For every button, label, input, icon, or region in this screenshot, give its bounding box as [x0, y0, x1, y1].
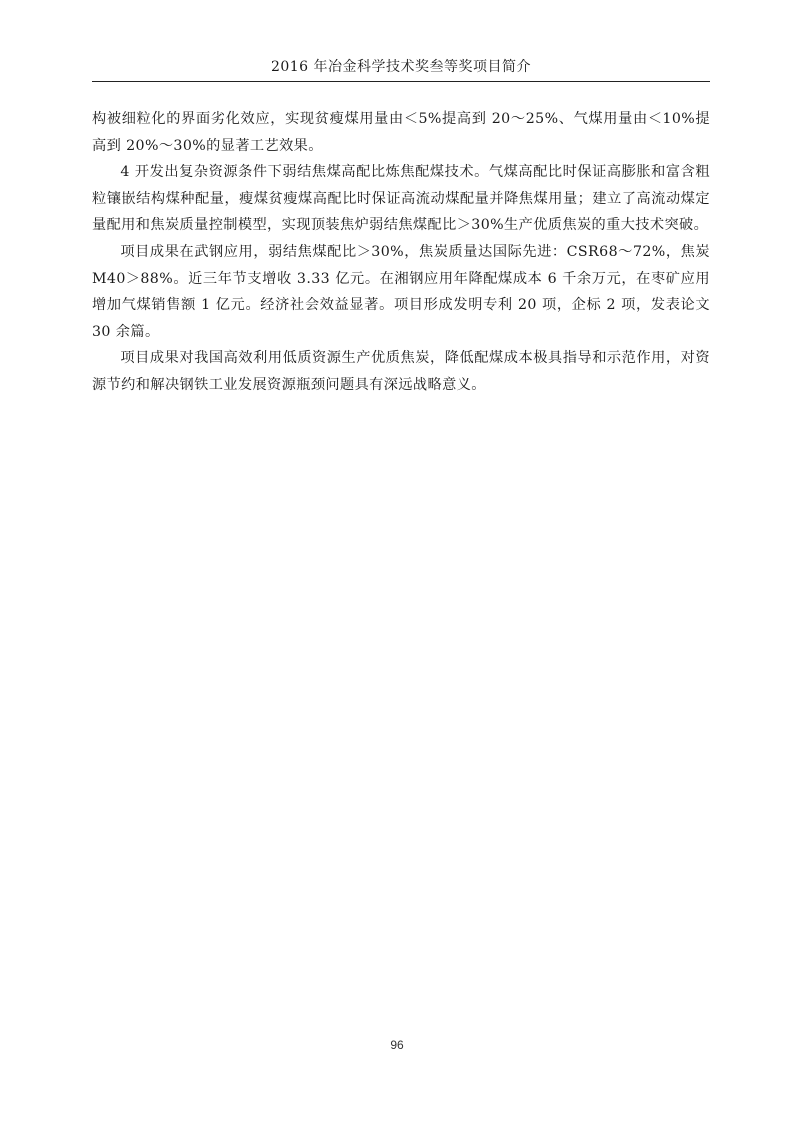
paragraph-application-results: 项目成果在武钢应用，弱结焦煤配比＞30%，焦炭质量达国际先进：CSR68～72%，焦炭 M40＞88%。近三年节支增收 3.33 亿元。在湘钢应用年降配煤成本 6 千余万元，在枣矿应用增加气煤销售额 1 亿元。经济社会效益显著。项目形成发明专利 20 项，企标 2 项，发表论文 30 余篇。 [92, 243, 710, 340]
paragraph-technology-4: 4 开发出复杂资源条件下弱结焦煤高配比炼焦配煤技术。气煤高配比时保证高膨胀和富含粗粒镶嵌结构煤种配量，瘦煤贫瘦煤高配比时保证高流动煤配量并降焦煤用量；建立了高流动煤定量配用和焦炭质量控制模型，实现顶装焦炉弱结焦煤配比＞30%生产优质焦炭的重大技术突破。 [92, 164, 710, 234]
header-divider [92, 81, 710, 82]
page-header-title: 2016 年冶金科学技术奖叁等奖项目简介 [270, 59, 532, 75]
paragraph-continuation: 构被细粒化的界面劣化效应，实现贫瘦煤用量由＜5%提高到 20～25%、气煤用量由＜10%提高到 20%～30%的显著工艺效果。 [92, 111, 710, 154]
body-text [92, 106, 710, 399]
paragraph-significance: 项目成果对我国高效利用低质资源生产优质焦炭，降低配煤成本极具指导和示范作用，对资源节约和解决钢铁工业发展资源瓶颈问题具有深远战略意义。 [92, 350, 710, 393]
page-number: 96 [390, 1038, 404, 1052]
